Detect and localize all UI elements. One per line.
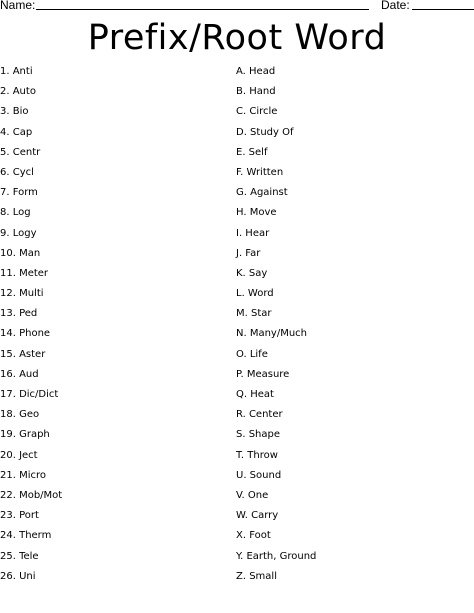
meaning-item: W. Carry [236,510,279,522]
meaning-item: D. Study Of [236,126,294,138]
prefix-item: 1. Anti [0,66,33,77]
meaning-item: E. Self [236,146,268,158]
prefix-item: 15. Aster [0,348,46,360]
worksheet-title: Prefix/Root Word [87,18,387,58]
meaning-item: J. Far [236,247,261,259]
prefix-item: 22. Mob/Mot [0,489,63,501]
prefix-item: 23. Port [0,510,39,522]
prefix-item: 6. Cycl [0,166,34,178]
meaning-item: U. Sound [236,469,282,481]
prefix-item: 17. Dic/Dict [0,389,59,400]
prefix-item: 4. Cap [0,126,33,138]
date-field-line [412,9,474,10]
date-label: Date: [381,0,410,12]
meaning-item: G. Against [236,187,288,199]
prefix-item: 18. Geo [0,409,40,421]
meaning-list [236,62,472,587]
prefix-item: 26. Uni [0,570,36,582]
prefix-list [0,62,230,587]
prefix-item: 12. Multi [0,288,44,300]
meaning-item: A. Head [236,66,276,77]
prefix-item: 13. Ped [0,308,38,320]
meaning-item: S. Shape [236,429,281,441]
prefix-item: 24. Therm [0,530,52,542]
prefix-item: 21. Micro [0,469,46,481]
prefix-item: 16. Aud [0,368,39,380]
prefix-item: 11. Meter [0,267,49,279]
meaning-item: I. Hear [236,227,270,239]
prefix-item: 5. Centr [0,146,41,158]
meaning-item: M. Star [236,308,272,320]
meaning-item: L. Word [236,288,274,300]
meaning-item: O. Life [236,348,268,360]
meaning-item: Z. Small [236,570,277,582]
meaning-item: Q. Heat [236,389,274,400]
prefix-item: 7. Form [0,187,38,199]
prefix-item: 10. Man [0,247,41,259]
prefix-item: 8. Log [0,207,31,219]
meaning-item: V. One [236,489,269,501]
name-field-line [36,9,369,10]
meaning-item: H. Move [236,207,277,219]
meaning-item: K. Say [236,267,268,279]
meaning-item: F. Written [236,166,284,178]
meaning-item: Y. Earth, Ground [236,550,317,562]
name-label: Name: [0,0,36,12]
meaning-item: R. Center [236,409,283,421]
prefix-item: 3. Bio [0,106,29,118]
prefix-item: 2. Auto [0,86,36,98]
meaning-item: C. Circle [236,106,278,118]
meaning-item: B. Hand [236,86,276,98]
prefix-item: 20. Ject [0,449,38,461]
meaning-item: P. Measure [236,368,290,380]
prefix-item: 14. Phone [0,328,51,340]
meaning-item: T. Throw [236,449,278,461]
meaning-item: X. Foot [236,530,271,542]
worksheet-header [0,0,474,12]
meaning-item: N. Many/Much [236,328,308,340]
prefix-item: 25. Tele [0,550,39,562]
prefix-item: 19. Graph [0,429,50,441]
prefix-item: 9. Logy [0,227,37,239]
